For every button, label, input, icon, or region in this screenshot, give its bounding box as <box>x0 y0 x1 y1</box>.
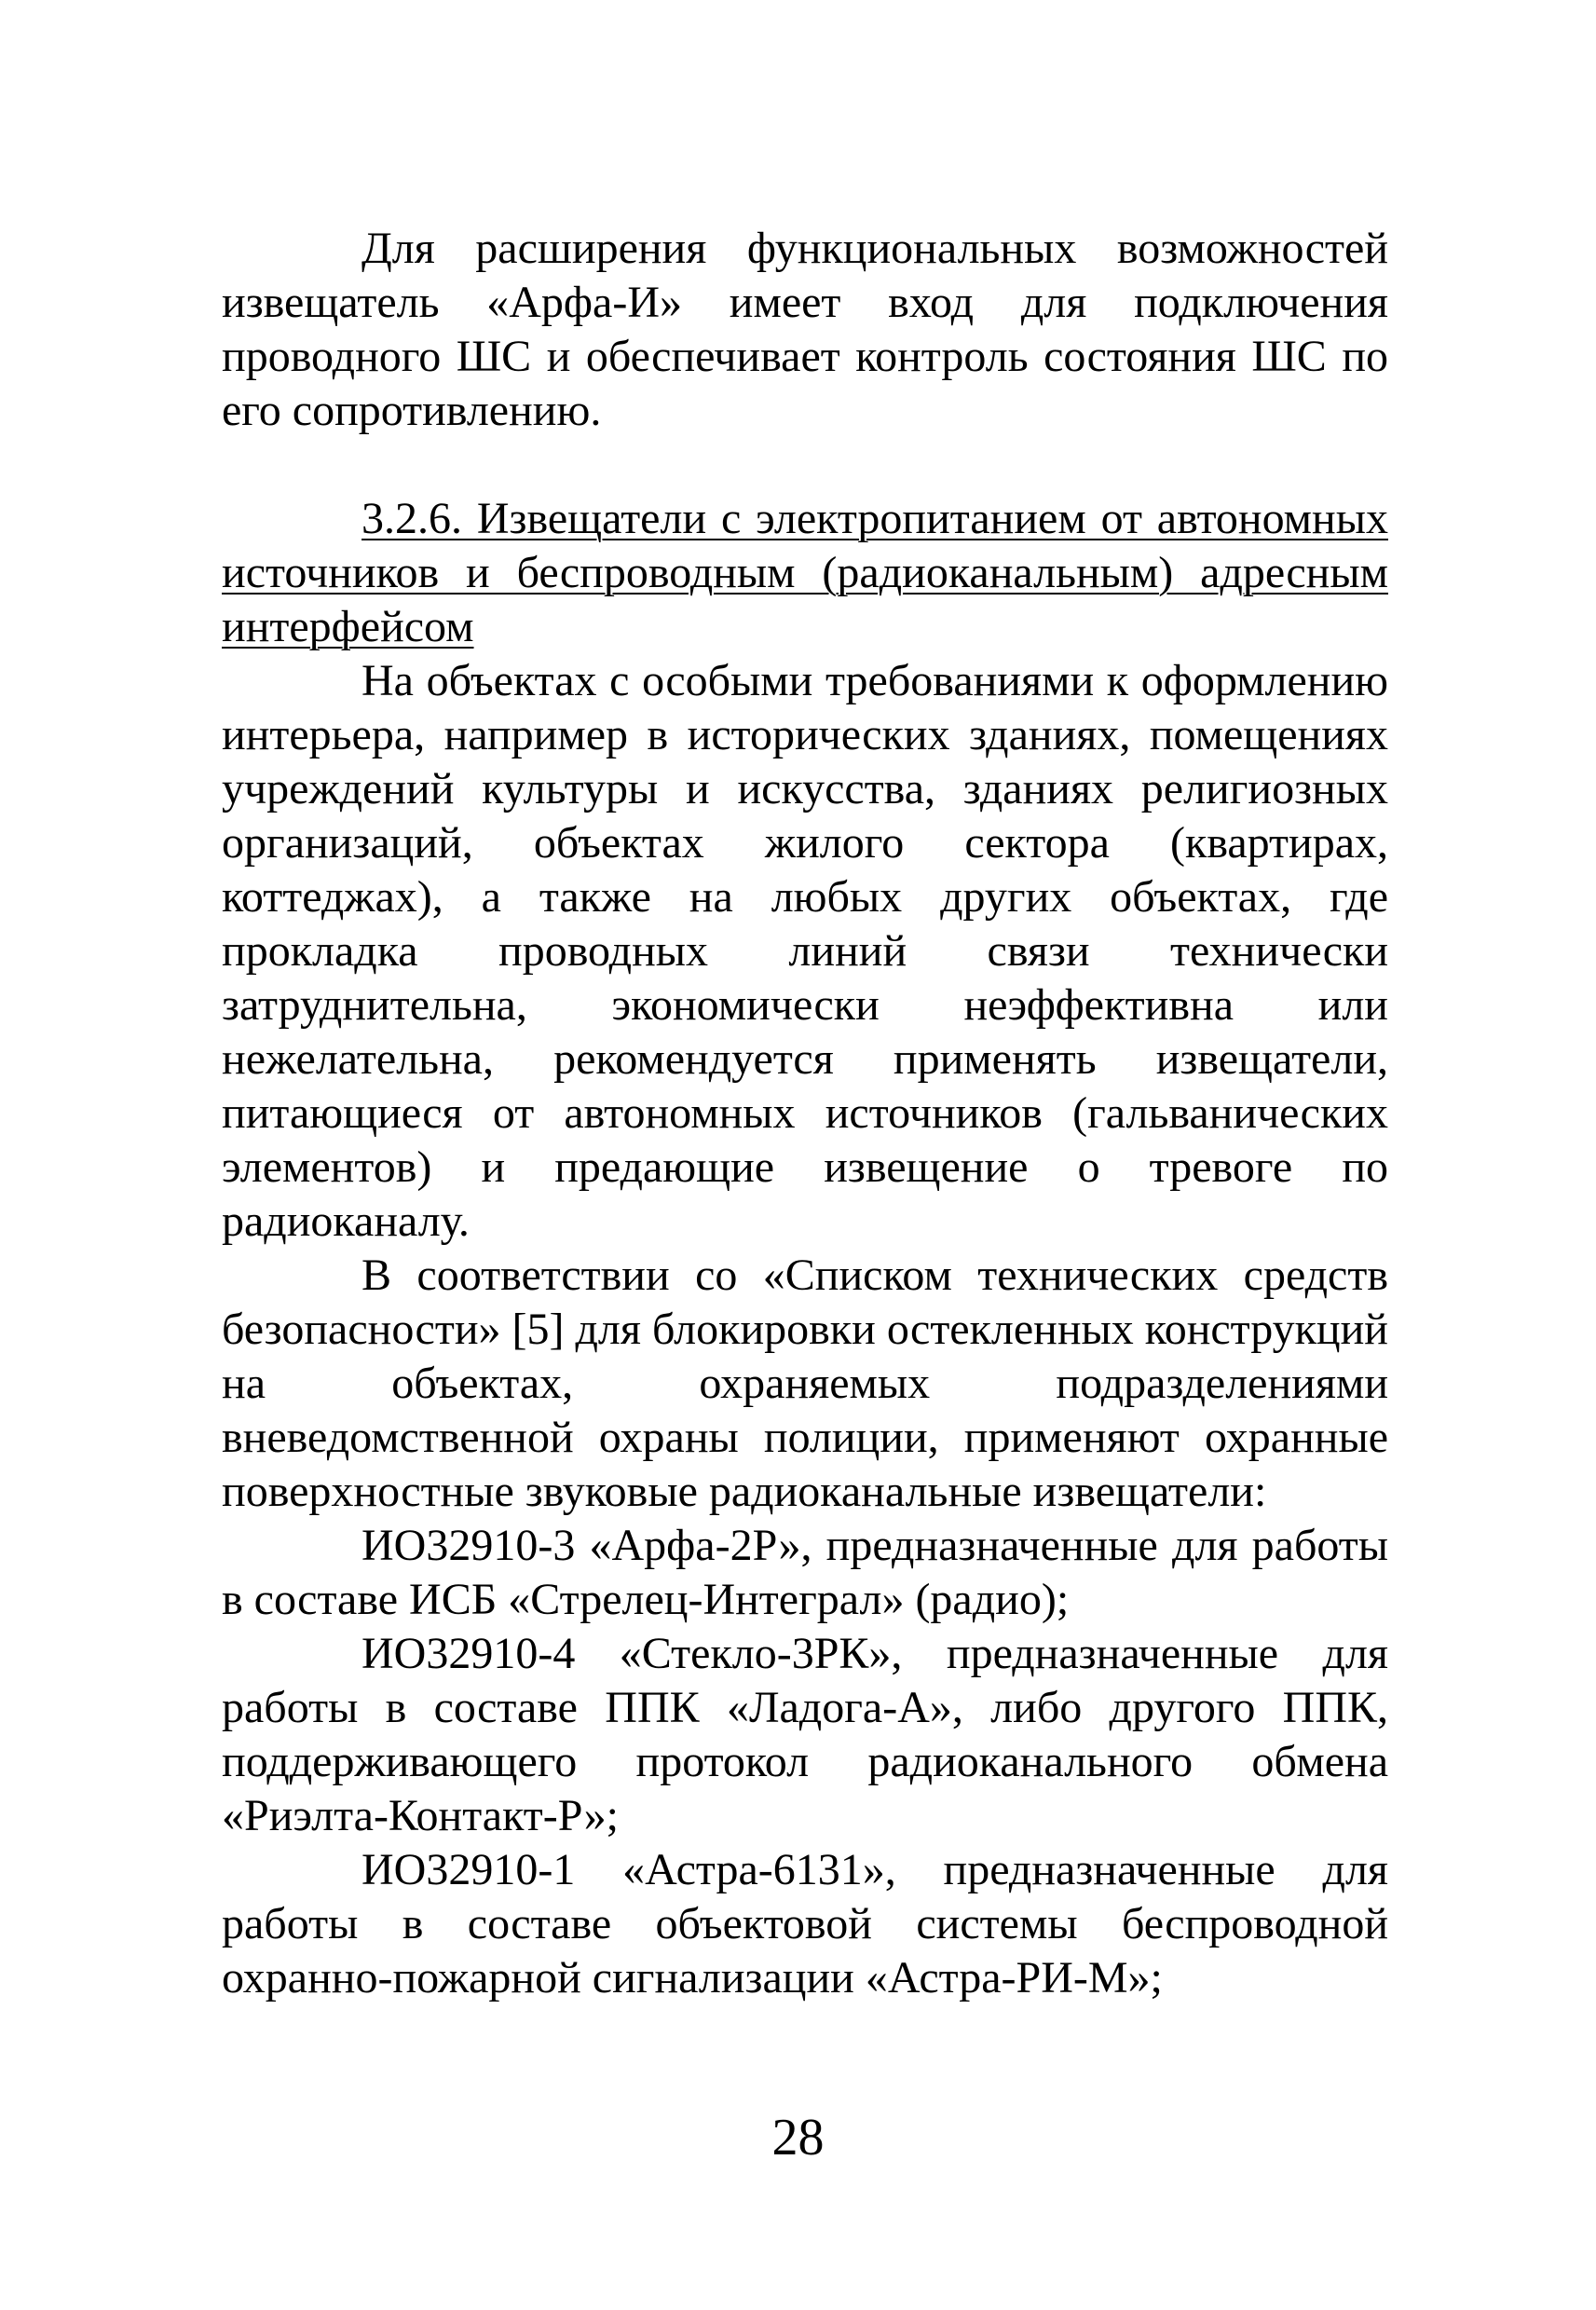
paragraph-arfa-i: Для расширения функциональных возможностей извещатель «Арфа-И» имеет вход для подключения проводного ШС и обеспечивает контроль состояния ШС по его сопротивлению. <box>222 224 1388 435</box>
page-number: 28 <box>771 2109 825 2166</box>
paragraph-tech-list: В соответствии со «Списком технических средств безопасности» [5] для блокировки остекленных конструкций на объектах, охраняемых подразделениями вневедомственной охраны полиции, применяют охранные поверхностные звуковые радиоканальные извещатели: <box>222 1251 1388 1516</box>
list-item-astra-6131: ИО32910-1 «Астра-6131», предназначенные для работы в составе объектовой системы беспроводной охранно-пожарной сигнализации «Астра-РИ-М»; <box>222 1845 1388 2002</box>
section-heading-3-2-6: 3.2.6. Извещатели с электропитанием от автономных источников и беспроводным (радиоканальным) адресным интерфейсом <box>222 494 1388 651</box>
page-body <box>222 222 1388 2005</box>
paragraph-autonomous-detectors: На объектах с особыми требованиями к оформлению интерьера, например в исторических зданиях, помещениях учреждений культуры и искусства, зданиях религиозных организаций, объектах жилого сектора (квартирах, коттеджах), а также на любых других объектах, где прокладка проводных линий связи технически затруднительна, экономически неэффективна или нежелательна, рекомендуется применять извещатели, питающиеся от автономных источников (гальванических элементов) и предающие извещение о тревоге по радиоканалу. <box>222 656 1388 1246</box>
list-item-arfa-2r: ИО32910-3 «Арфа-2Р», предназначенные для работы в составе ИСБ «Стрелец-Интеграл» (радио); <box>222 1521 1388 1624</box>
list-item-steklo-3rk: ИО32910-4 «Стекло-3РК», предназначенные для работы в составе ППК «Ладога-А», либо другого ППК, поддерживающего протокол радиоканального обмена «Риэлта-Контакт-Р»; <box>222 1629 1388 1840</box>
